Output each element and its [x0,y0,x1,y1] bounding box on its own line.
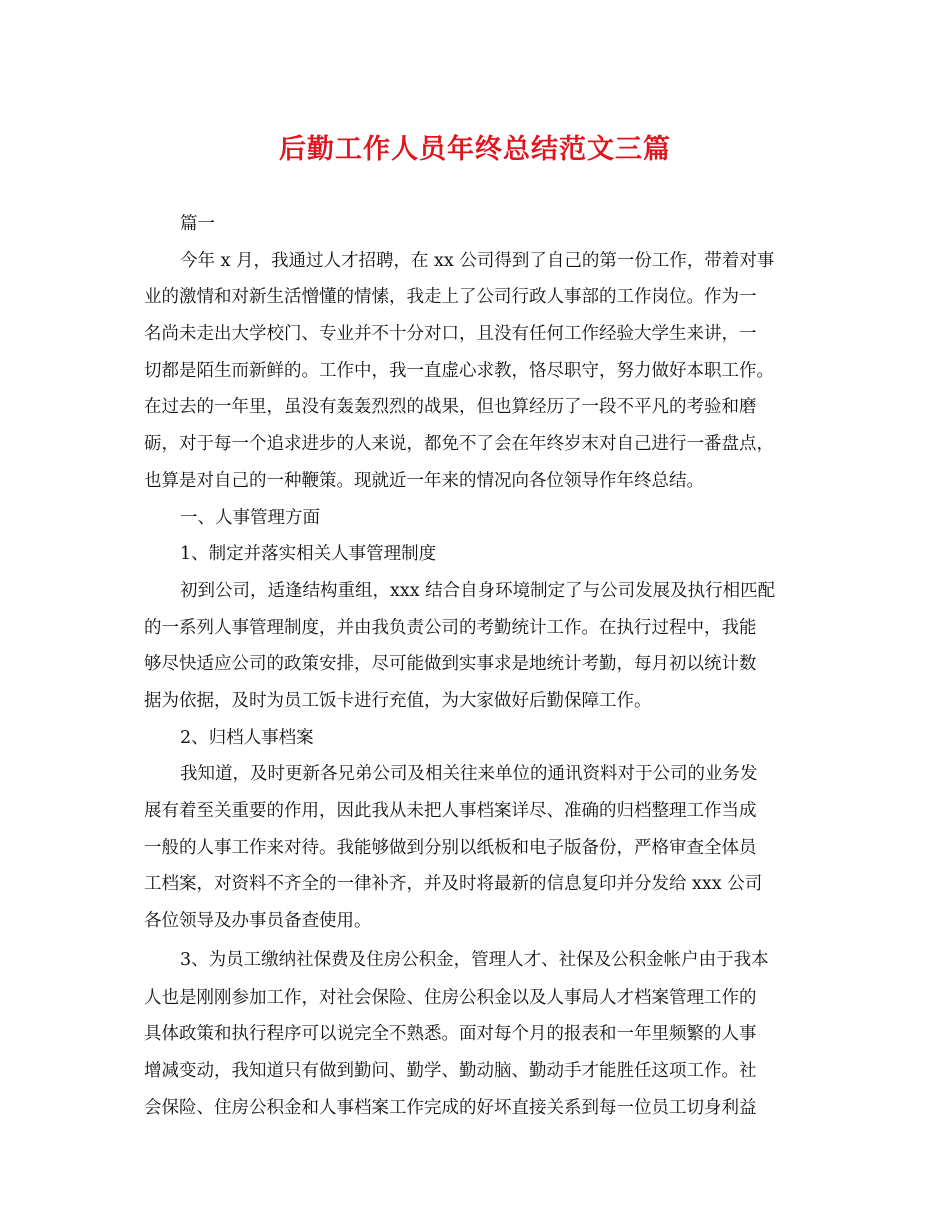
text-line: 一、人事管理方面 [180,507,320,528]
text-line: 3、为员工缴纳社保费及住房公积金，管理人才、社保及公积金帐户由于我本 [180,949,769,970]
text-line: 切都是陌生而新鲜的。工作中，我一直虚心求教，恪尽职守，努力做好本职工作。 [144,360,774,381]
text-line: 工档案，对资料不齐全的一律补齐，并及时将最新的信息复印并分发给 xxx 公司 [144,874,763,895]
text-line: 人也是刚刚参加工作，对社会保险、住房公积金以及人事局人才档案管理工作的 [144,987,757,1008]
text-line: 各位领导及办事员备查使用。 [144,911,372,932]
text-line: 具体政策和执行程序可以说完全不熟悉。面对每个月的报表和一年里频繁的人事 [144,1024,757,1045]
text-line: 1、制定并落实相关人事管理制度 [180,544,437,565]
document-body [144,206,809,1127]
text-line: 够尽快适应公司的政策安排，尽可能做到实事求是地统计考勤，每月初以统计数 [144,654,757,675]
document-title: 后勤工作人员年终总结范文三篇 [279,134,671,165]
text-line: 一般的人事工作来对待。我能够做到分别以纸板和电子版备份，严格审查全体员 [144,837,757,858]
text-line: 在过去的一年里，虽没有轰轰烈烈的战果，但也算经历了一段不平凡的考验和磨 [144,397,757,418]
text-line: 的一系列人事管理制度，并由我负责公司的考勤统计工作。在执行过程中，我能 [144,617,757,638]
text-line: 砺，对于每一个追求进步的人来说，都免不了会在年终岁末对自己进行一番盘点， [144,434,774,455]
text-line: 我知道，及时更新各兄弟公司及相关往来单位的通讯资料对于公司的业务发 [180,764,758,785]
text-line: 2、归档人事档案 [180,727,314,748]
text-line: 初到公司，适逢结构重组，xxx 结合自身环境制定了与公司发展及执行相匹配 [180,580,776,601]
text-line: 增减变动，我知道只有做到勤问、勤学、勤动脑、勤动手才能胜任这项工作。社 [144,1061,757,1082]
text-line: 据为依据，及时为员工饭卡进行充值，为大家做好后勤保障工作。 [144,690,652,711]
text-line: 今年 x 月，我通过人才招聘，在 xx 公司得到了自己的第一份工作，带着对事 [180,250,775,271]
text-line: 名尚未走出大学校门、专业并不十分对口，且没有任何工作经验大学生来讲，一 [144,324,757,345]
text-line: 业的激情和对新生活憎懂的情愫，我走上了公司行政人事部的工作岗位。作为一 [144,287,757,308]
text-line: 也算是对自己的一种鞭策。现就近一年来的情况向各位领导作年终总结。 [144,470,704,491]
text-line: 会保险、住房公积金和人事档案工作完成的好坏直接关系到每一位员工切身利益 [144,1097,757,1118]
text-line: 篇一 [180,214,215,234]
text-line: 展有着至关重要的作用，因此我从未把人事档案详尽、准确的归档整理工作当成 [144,801,757,821]
